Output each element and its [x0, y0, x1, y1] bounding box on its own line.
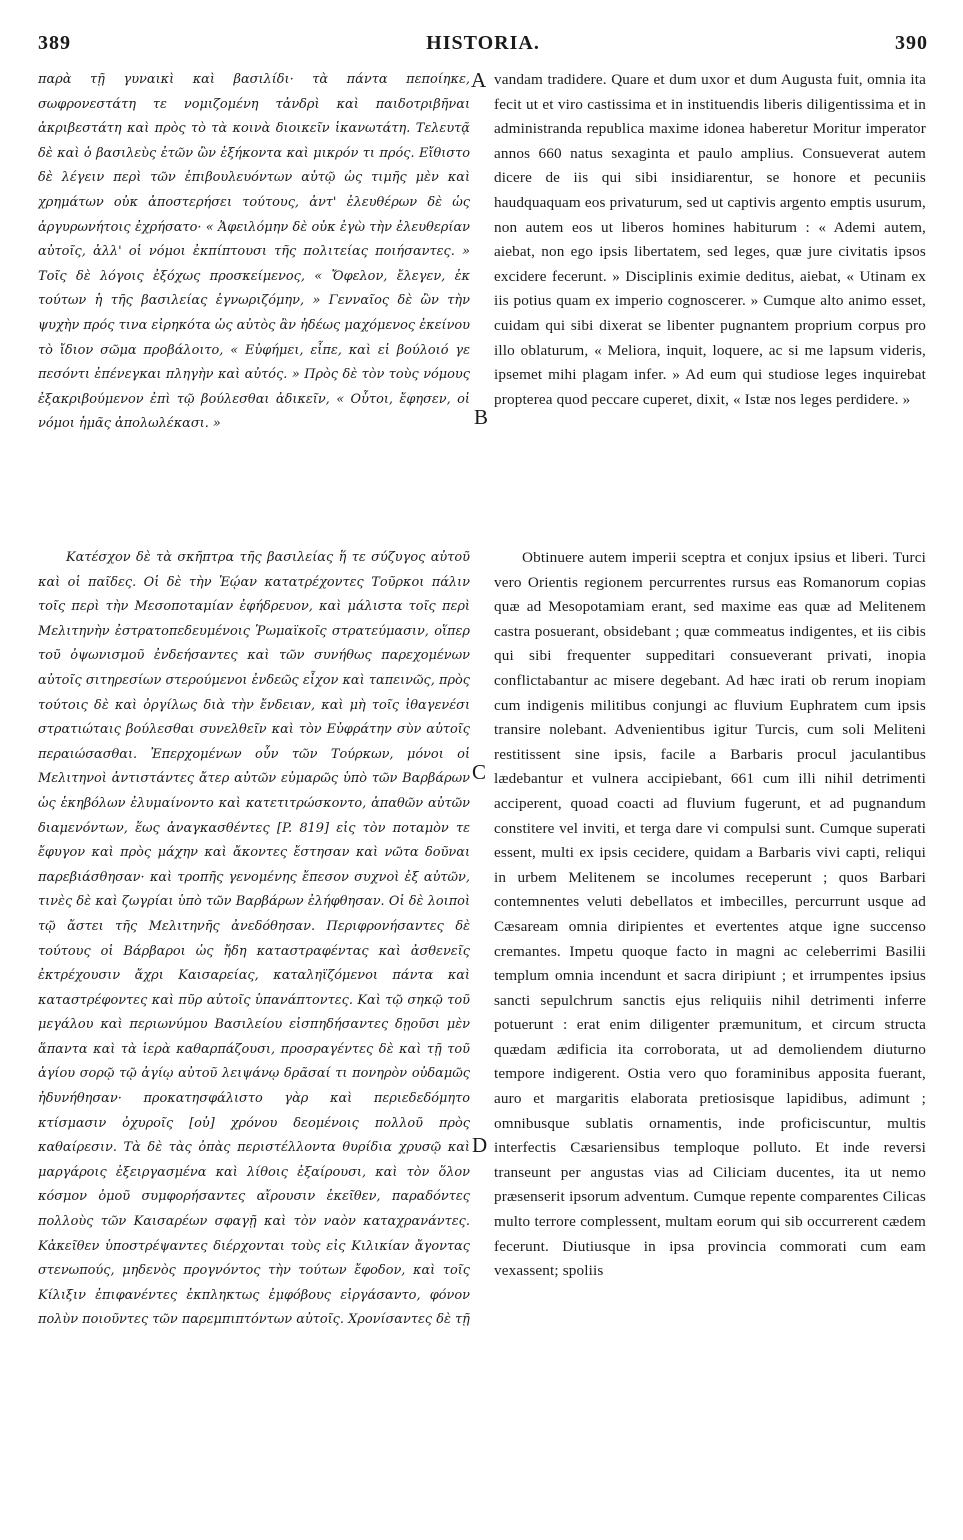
page-header [38, 32, 928, 62]
greek-paragraph-2: Κατέσχον δὲ τὰ σκῆπτρα τῆς βασιλείας ἥ τε σύζυγος αὐτοῦ καὶ οἱ παῖδες. Οἱ δὲ τὴν Ἑῴαν κατατρέχοντες Τοῦρκοι πάλιν τοῖς περὶ τὴν Μεσοποταμίαν ἐφήδρευον, καὶ μάλιστα τοῖς περὶ Μελιτηνὴν ἐστρατοπεδευμένοις Ῥωμαϊκοῖς στρατεύμασιν, οἵπερ τοῦ ὀψωνισμοῦ ἐνδεήσαντες καὶ τῶν συνήθως παρεχομένων αὐτοῖς σιτηρεσίων στερούμενοι ἐνδεῶς εἶχον καὶ ταπεινῶς, πρὸς τούτοις δὲ καὶ ὀργίλως διὰ τὴν ἔνδειαν, καὶ μὴ τοῖς ἰθαγενέσι στρατιώταις βούλεσθαι συνελθεῖν καὶ τὸν Εὐφράτην σὺν αὐτοῖς περαιώσασθαι. Ἐπερχομένων οὖν τῶν Τούρκων, μόνοι οἱ Μελιτηνοὶ ἀντιστάντες ἄτερ αὐτῶν εὐμαρῶς ὑπὸ τῶν Βαρβάρων ὡς ἑκηβόλων ἐλυμαίνοντο καὶ κατετιτρώσκοντο, ἀπαθῶν αὐτῶν διαμενόντων, ἕως ἀναγκασθέντες [P. 819] εἰς τὸν ποταμὸν τε ἔφυγον καὶ πρὸς μάχην καὶ ἄκοντες ἔστησαν καὶ νῶτα δοῦναι παρεβιάσθησαν· καὶ τροπῆς γενομένης ἔπεσον συχνοὶ ἐξ αὐτῶν, τινὲς δὲ καὶ ζωγρίαι ὑπὸ τῶν Βαρβάρων ἐλήφθησαν. Οἱ δὲ λοιποὶ τῷ ἄστει τῆς Μελιτηνῆς ἀνεδόθησαν. Περιφρονήσαντες δὲ τούτους οἱ Βάρβαροι ὡς ἤδη καταστραφέντας καὶ ἀσθενεῖς ἐκτρέχουσιν ἄχρι Καισαρείας, καταληϊζόμενοι πάντα καὶ καταστρέφοντες καὶ πῦρ αὐτοῖς ὑπανάπτοντες. Καὶ τῷ σηκῷ τοῦ μεγάλου καὶ περιωνύμου Βασιλείου εἰσπηδήσαντες δῃοῦσι μὲν ἅπαντα καὶ τὰ ἱερὰ καθαρπάζουσι, προσραγέντες δὲ καὶ τῇ τοῦ ἁγίου σορῷ τῷ ἀγίῳ αὐτοῦ λειψάνῳ δρᾶσαί τι πονηρὸν οὐδαμῶς ἠδυνήθησαν· προκατησφάλιστο γὰρ καὶ περιεδεδόμητο κτίσμασιν ὀχυροῖς [οὐ] χρόνου δεομένοις πολλοῦ πρὸς καθαίρεσιν. Τὰ δὲ τὰς ὀπὰς περιστέλλοντα θυρίδια χρυσῷ καὶ μαργάροις ἐξειργασμένα καὶ λίθοις ἐξαίρουσι, καὶ τὸν ὅλον κόσμον ὁμοῦ συμφορήσαντες αἴρουσιν ἐκεῖθεν, παραδόντες πολλοὺς τῶν Καισαρέων σφαγῇ καὶ τὸν ναὸν καταχρανάντες. Κἀκεῖθεν ὑποστρέψαντες διέρχονται τοὺς εἰς Κιλικίαν ἄγοντας στενωπούς, μηδενὸς προγνόντος τὴν τούτων ἔφοδον, καὶ τοῖς Κίλιξιν ἐπιφανέντες ἐκπληκτως ἐμφόβους εἰργάσαντο, φόνον πολὺν ποιοῦντες τῶν παρεμπιπτόντων αὐτοῖς. Χρονίσαντες δὲ τῇ [38, 550, 470, 1328]
greek-paragraph-1: παρὰ τῇ γυναικὶ καὶ βασιλίδι· τὰ πάντα πεποίηκε, σωφρονεστάτη τε νομιζομένη τἀνδρὶ καὶ παιδοτριβῆναι ἀκριβεστάτη καὶ πρὸς τὸ τὰ κοινὰ διοικεῖν ἱκανωτάτη. Τελευτᾷ δὲ καὶ ὁ βασιλεὺς ἐτῶν ὢν ἑξήκοντα καὶ μικρόν τι πρός. Εἴθιστο δὲ λέγειν περὶ τῶν ἐπιβουλευόντων αὐτῷ ὡς τιμῆς μὲν καὶ χρημάτων οὐκ ἀποστερήσει τούτους, ἀντ' ἐλευθέρων δὲ ὡς ἀργυρωνήτοις ἐχρήσατο· « Ἀφειλόμην δὲ οὐκ ἐγὼ τὴν ἐλευθερίαν αὐτοῖς, ἀλλ' οἱ νόμοι ἐκπίπτουσι τῆς πολιτείας ποιήσαντες. » Τοῖς δὲ λόγοις ἐξόχως προσκείμενος, « Ὄφελον, ἔλεγεν, ἐκ τούτων ἡ τῆς βασιλείας ἐγνωριζόμην, » Γενναῖος δὲ ὢν τὴν ψυχὴν πρός τινα εἰρηκότα ὡς αὐτὸς ἂν ἡδέως μαχόμενος ἐκείνου τὸ ἴδιον σῶμα προβάλοιτο, « Εὐφήμει, εἶπε, καὶ εἰ βούλοιό γε πεσόντι ἐπένεγκαι πληγὴν καὶ αὐτός. » Πρὸς δὲ τὸν τοὺς νόμους ἐξακριβούμενον ἐπὶ τῷ βούλεσθαι ἀδικεῖν, « Οὗτοι, ἔφησεν, οἱ νόμοι ἡμᾶς ἀπολωλέκασι. » [38, 72, 470, 432]
greek-column-top [38, 68, 470, 498]
margin-letter-a: A [471, 68, 487, 92]
margin-letter-d: D [472, 1133, 488, 1157]
margin-letter-c: C [472, 760, 487, 784]
running-title: HISTORIA. [426, 32, 540, 54]
latin-paragraph-1: vandam tradidere. Quare et dum uxor et dum Augusta fuit, omnia ita fecit ut et viro castissima et in instituendis liberis diligentissima et in administranda republica maxime idonea haberetur Moritur imperator annos 660 natus sexaginta et paulo amplius. Consueverat autem dicere de iis qui sibi insidiarentur, se honore et pecuniis haudquaquam eos privaturum, sed ut captivis argento emptis usurum, non autem eos ut liberos homines habiturum : « Ademi autem, aiebat, non ego ipsis libertatem, sed leges, quæ jure civitatis ipsos excidere fecerunt. » Disciplinis eximie deditus, aiebat, « Utinam ex iis potius quam ex imperio cognoscerer. » Cumque alto animo esset, cuidam qui sibi dixerat se libenter pugnantem proprium corpus pro illo oblaturum, « Meliora, inquit, loquere, ac si me lapsum videris, ipsemet mihi plagam infer. » Ad eum qui studiose leges inquirebat propterea quod peccare cuperet, dixit, « Istæ nos leges perdidere. » [494, 71, 926, 408]
latin-paragraph-2: Obtinuere autem imperii sceptra et conjux ipsius et liberi. Turci vero Orientis regionem percurrentes rursus eas Romanorum copias quæ ad Mesopotamiam erant, sed maxime eas quæ ad Melitenem castra posuerant, obsidebant ; quæ commeatus indigentes, et iis cibis qui sibi frequenter suppeditari consueverant privati, inopia conflictabantur ac misere degebant. Ad hæc irati ob rerum inopiam cum indigenis militibus conjungi ac fluvium Euphratem cum ipsis transire nolebant. Advenientibus igitur Turcis, cum soli Meliteni restitissent sine ipsis, facile a Barbaris procul jaculantibus lædebantur et vulnera accipiebant, 661 cum illi nihil detrimenti acciperent, quoad coacti ad fluvium fugerunt, et ad pugnandum constitere vel inviti, et terga dare vi compulsi sunt. Cumque superati essent, multi ex ipsis cecidere, quidam a Barbaris vivi capti, reliqui in urbem Melitenem se incolumes receperunt ; quos Barbari contemnentes veluti debellatos et imbecilles, percurrunt usque ad Cæsaream omnia diripientes et evertentes atque igne succenso cremantes. Impetu quoque facto in magni ac celeberrimi Basilii templum omnia incendunt et sacra diripiunt ; et irrumpentes ipsius sancti sepulchrum sanctis ejus reliquiis nihil detrimenti inferre potuerunt : erat enim diligenter præmunitum, et circum structa quædam ædificia ita corroborata, ut ad demoliendem diuturno tempore indigerent. Ostia vero quo foraminibus apposita fuerant, auro et margaritis elaborata pretiosisque lapidibus, adimunt ; omnibusque sublatis ornamentis, inde proficiscuntur, multis interfectis Cæsariensibus temploque polluto. Et inde reversi transeunt per angustas vias ad Ciliciam ducentes, ita ut nemo præsenserit ipsorum adventum. Cumque repente comparentes Cilicas multo terrore complessent, multam eorum qui sib occurrerent cædem fecerunt. Diutiusque in ipsa provincia commorati cum eam vexassent; spoliis [494, 549, 926, 1280]
page-number-right: 390 [895, 32, 928, 54]
page-number-left: 389 [38, 32, 71, 54]
latin-column-top [494, 68, 926, 538]
margin-letter-b: B [474, 405, 489, 429]
latin-column-bottom [494, 546, 926, 1521]
greek-column-bottom [38, 546, 470, 1521]
